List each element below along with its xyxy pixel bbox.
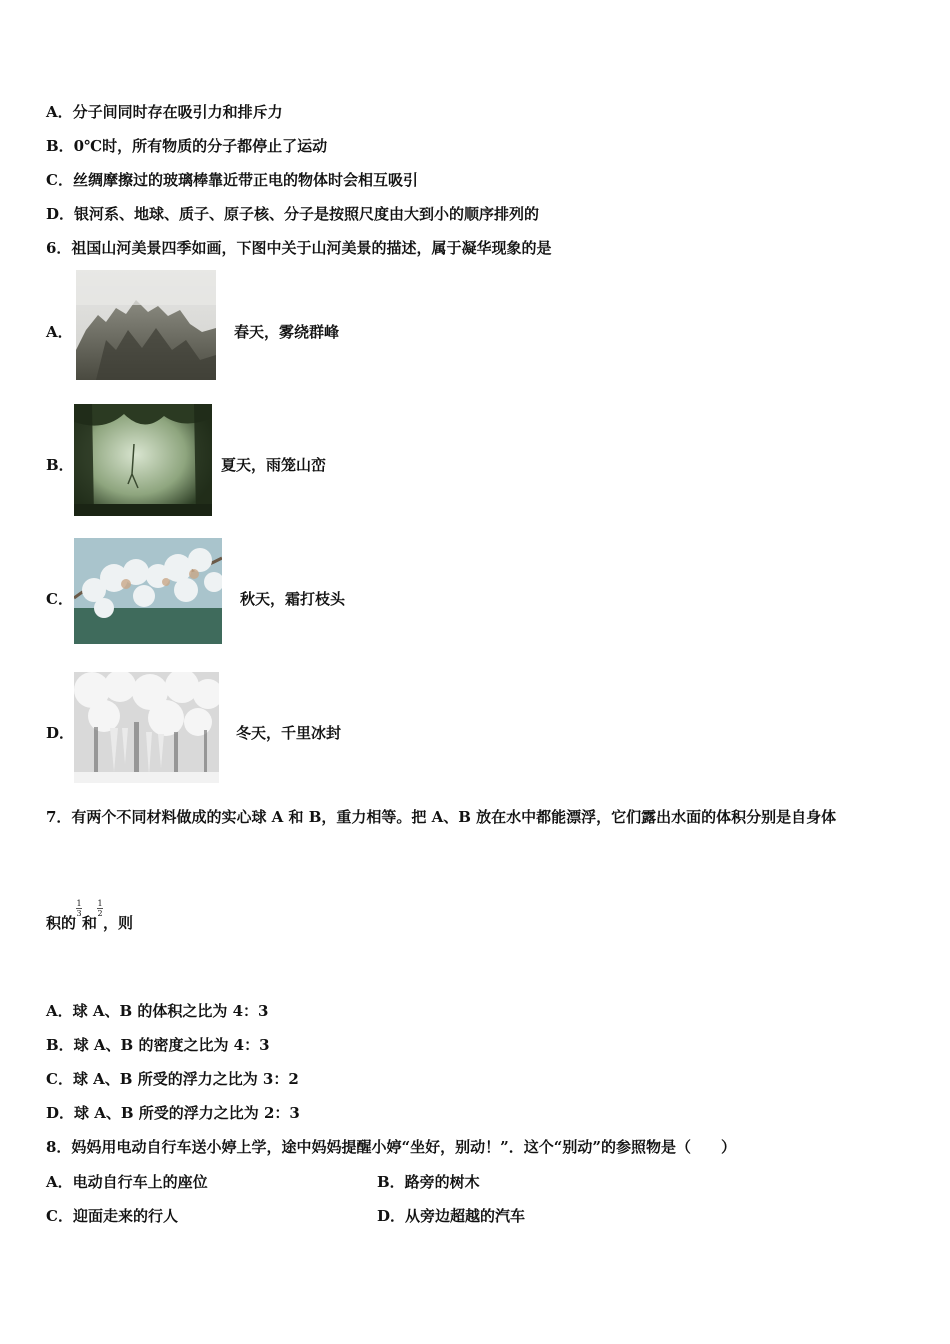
frosted-branch-image: [74, 538, 222, 644]
q7-option-c: C．球 A、B 所受的浮力之比为 3：2: [46, 1070, 299, 1088]
q6-option-c-text: 秋天，霜打枝头: [240, 590, 346, 608]
q5-option-d: D．银河系、地球、质子、原子核、分子是按照尺度由大到小的顺序排列的: [46, 205, 540, 223]
q7-stem-prefix: 积的: [46, 914, 77, 932]
q6-option-b-text: 夏天，雨笼山峦: [221, 456, 327, 474]
q7-option-b: B．球 A、B 的密度之比为 4：3: [46, 1036, 270, 1054]
q6-option-a-text: 春天，雾绕群峰: [234, 323, 340, 341]
rainy-forest-image: [74, 404, 212, 516]
q5-option-c: C．丝绸摩擦过的玻璃棒靠近带正电的物体时会相互吸引: [46, 171, 418, 189]
q8-option-d: D．从旁边超越的汽车: [377, 1207, 526, 1225]
q8-stem: 8．妈妈用电动自行车送小婷上学，途中妈妈提醒小婷“坐好，别动！”．这个“别动”的参照物是（ ）: [46, 1138, 736, 1156]
frozen-trees-photo: [74, 672, 219, 783]
q6-option-a-label: A．: [46, 323, 73, 341]
frozen-trees-image: [74, 672, 219, 783]
q8-option-b: B．路旁的树木: [377, 1173, 480, 1191]
q7-frac1-denominator: 3: [76, 909, 82, 918]
q6-option-b-label: B．: [46, 456, 74, 474]
q7-stem-mid: 和: [82, 914, 98, 932]
q7-frac2-denominator: 2: [97, 909, 103, 918]
misty-mountain-photo: [76, 270, 216, 380]
q7-stem-suffix: ，则: [103, 914, 134, 932]
q8-option-c: C．迎面走来的行人: [46, 1207, 178, 1225]
rainy-forest-photo: [74, 404, 212, 516]
q8-option-a: A．电动自行车上的座位: [46, 1173, 208, 1191]
frosted-branch-photo: [74, 538, 222, 644]
misty-mountain-image: [76, 270, 216, 380]
q7-stem: 7．有两个不同材料做成的实心球 A 和 B，重力相等。把 A、B 放在水中都能漂浮，它们露出水面的体积分别是自身体: [46, 808, 837, 826]
q6-option-c-label: C．: [46, 590, 73, 608]
q7-stem-continuation: [46, 899, 134, 933]
q6-stem: 6．祖国山河美景四季如画，下图中关于山河美景的描述，属于凝华现象的是: [46, 239, 552, 257]
q6-option-d-label: D．: [46, 724, 75, 742]
q5-option-b: B．0℃时，所有物质的分子都停止了运动: [46, 137, 328, 155]
q6-option-d-text: 冬天，千里冰封: [236, 724, 342, 742]
q7-frac1-numerator: 1: [76, 899, 82, 908]
q7-frac2-numerator: 1: [97, 899, 103, 908]
q5-option-a: A．分子间同时存在吸引力和排斥力: [46, 103, 283, 121]
q7-option-a: A．球 A、B 的体积之比为 4：3: [46, 1002, 269, 1020]
q7-option-d: D．球 A、B 所受的浮力之比为 2：3: [46, 1104, 300, 1122]
